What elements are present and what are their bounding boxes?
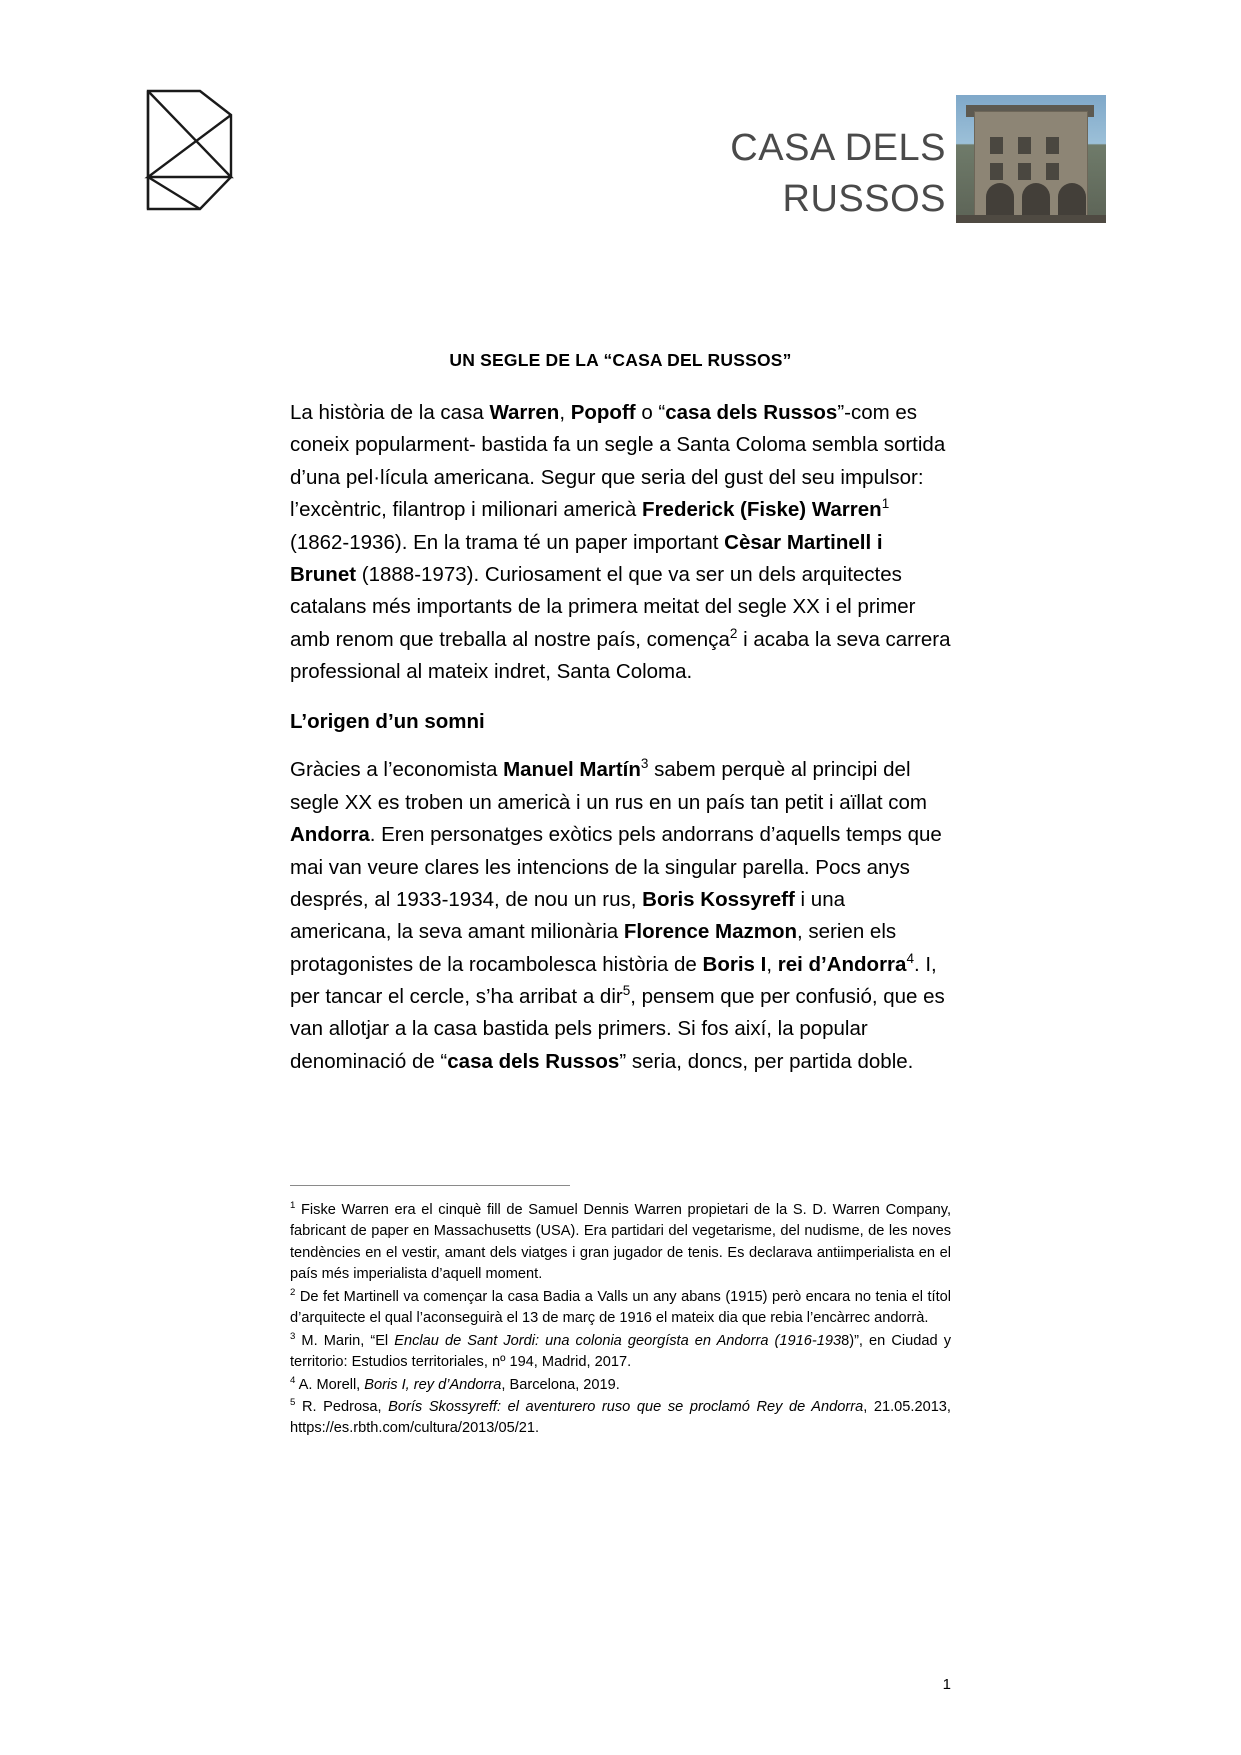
photo-window: [1018, 163, 1031, 180]
footnote-marker: 1: [290, 1200, 296, 1212]
photo-arch: [986, 183, 1014, 217]
footnote-item: $^5$ R. Pedrosa, Borís Skossyreff: el aventurero ruso que se proclamó Rey de Andorra, 21.05.2013, https://es.rbth.com/cultura/2013/05/21.: [290, 1397, 951, 1437]
footnote-marker: 3: [290, 1330, 296, 1342]
footnote-item: $^3$ M. Marin, “El Enclau de Sant Jordi: una colonia georgísta en Andorra (1916-1938)”, en Ciudad y territorio: Estudios territoriales, nº 194, Madrid, 2017.: [290, 1330, 951, 1371]
document-title: UN SEGLE DE LA “CASA DEL RUSSOS”: [449, 350, 792, 370]
photo-window: [1046, 137, 1059, 154]
photo-window: [1046, 163, 1059, 180]
footnote-marker: 4: [290, 1374, 296, 1386]
photo-arch: [1058, 183, 1086, 217]
photo-window: [990, 137, 1003, 154]
footnote-item: $^4$ A. Morell, Boris I, rey d’Andorra, Barcelona, 2019.: [290, 1374, 620, 1393]
paragraph-1: La història de la casa Warren, Popoff o “casa dels Russos”-com es coneix popularment- bastida fa un segle a Santa Coloma sembla sortida d’una pel·lícula americana. Segur que seria del gust del seu impulsor: l’excèntric, filantrop i milionari americà Frederick (Fiske) Warren$^1$ (1862-1936). En la trama té un paper important Cèsar Martinell i Brunet (1888-1973). Curiosament el que va ser un dels arquitectes catalans més importants de la primera meitat del segle XX i el primer amb renom que treballa al nostre país, comença$^2$ i acaba la seva carrera professional al mateix indret, Santa Coloma.: [290, 401, 951, 683]
footnote-separator: [290, 1185, 570, 1186]
casa-dels-russos-logo-icon: [142, 85, 237, 215]
photo-window: [990, 163, 1003, 180]
photo-arch: [1022, 183, 1050, 217]
footnote-list: [290, 1200, 951, 1440]
photo-ground: [956, 215, 1106, 223]
photo-window: [1018, 137, 1031, 154]
footnotes-block: [290, 1185, 951, 1441]
brand-title-line1: CASA DELS: [730, 127, 946, 169]
header-photo: [956, 95, 1106, 223]
footnote-marker: 5: [290, 1397, 296, 1409]
section-subheading: L’origen d’un somni: [290, 710, 485, 734]
footnote-item: $^1$ Fiske Warren era el cinquè fill de Samuel Dennis Warren propietari de la S. D. Warren Company, fabricant de paper en Massachusetts (USA). Era partidari del vegetarisme, del nudisme, de les noves tendències en el vestir, amant dels viatges i gran jugador de tenis. Es declarava antiimperialista en el país més imperialista d’aquell moment.: [290, 1200, 951, 1283]
brand-block: [730, 95, 1106, 226]
footnote-marker: 2: [290, 1286, 296, 1298]
brand-title-line2: RUSSOS: [782, 178, 946, 221]
page-header: [0, 0, 1241, 250]
footnote-item: $^2$ De fet Martinell va començar la casa Badia a Valls un any abans (1915) però encara no tenia el títol d’arquitecte el qual l’aconseguirà el 13 de març de 1916 el mateix dia que rebia l’encàrrec andorrà.: [290, 1286, 951, 1327]
brand-title: [730, 95, 956, 226]
paragraph-2: Gràcies a l’economista Manuel Martín$^3$ sabem perquè al principi del segle XX es troben un americà i un rus en un país tan petit i aïllat com Andorra. Eren personatges exòtics pels andorrans d’aquells temps que mai van veure clares les intencions de la singular parella. Pocs anys després, al 1933-1934, de nou un rus, Boris Kossyreff i una americana, la seva amant milionària Florence Mazmon, serien els protagonistes de la rocambolesca història de Boris I, rei d’Andorra$^4$. I, per tancar el cercle, s’ha arribat a dir$^5$, pensem que per confusió, que es van allotjar a la casa bastida pels primers. Si fos així, la popular denominació de “casa dels Russos” seria, doncs, per partida doble.: [290, 756, 945, 1073]
document-body: [0, 350, 1241, 1078]
page-number: 1: [942, 1676, 951, 1693]
